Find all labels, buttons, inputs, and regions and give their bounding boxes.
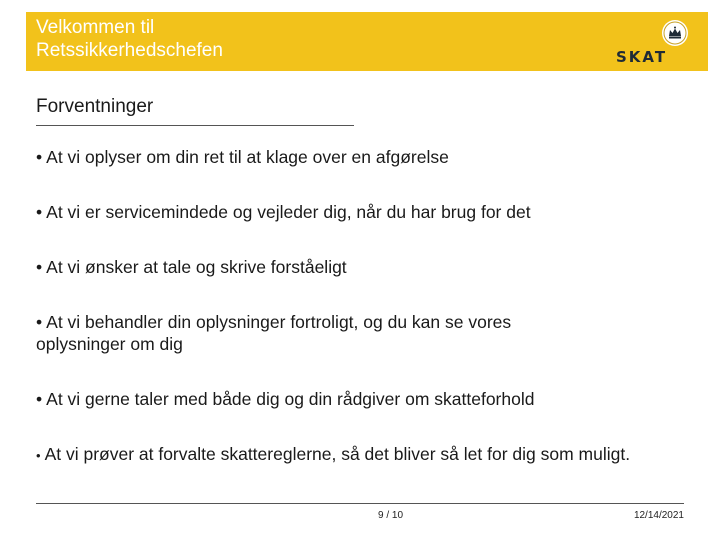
slide-header-title: Velkommen til Retssikkerhedschefen xyxy=(36,17,223,61)
section-title: Forventninger xyxy=(36,96,154,117)
bullet-dot-icon: • xyxy=(36,202,43,222)
bullet-item xyxy=(36,256,676,278)
bullet-text: At vi behandler din oplysninger fortroligt, og du kan se vores oplysninger om dig xyxy=(36,312,512,354)
bullet-item xyxy=(36,443,666,467)
section-divider xyxy=(36,125,354,126)
skat-logo xyxy=(614,20,686,66)
bullet-text: At vi ønsker at tale og skrive forståeligt xyxy=(46,257,347,277)
header-band xyxy=(26,12,708,71)
bullet-dot-icon: • xyxy=(36,257,43,277)
logo-text: SKAT xyxy=(616,48,668,66)
footer-date: 12/14/2021 xyxy=(633,510,684,521)
bullet-item xyxy=(36,311,596,355)
bullet-text: At vi er servicemindede og vejleder dig, når du har brug for det xyxy=(46,202,531,222)
bullet-dot-icon: • xyxy=(36,448,41,463)
page-number: 9 / 10 xyxy=(378,510,404,521)
bullet-text: At vi oplyser om din ret til at klage over en afgørelse xyxy=(46,147,449,167)
bullet-item xyxy=(36,388,676,410)
bullet-dot-icon: • xyxy=(36,147,43,167)
footer-divider xyxy=(36,503,684,504)
bullet-dot-icon: • xyxy=(36,312,43,332)
bullet-dot-icon: • xyxy=(36,389,43,409)
bullet-item xyxy=(36,146,676,168)
bullet-item xyxy=(36,201,676,223)
bullet-text: At vi gerne taler med både dig og din rådgiver om skatteforhold xyxy=(46,389,535,409)
bullet-text: At vi prøver at forvalte skattereglerne, så det bliver så let for dig som muligt. xyxy=(44,444,631,464)
crown-emblem-icon xyxy=(662,20,688,46)
